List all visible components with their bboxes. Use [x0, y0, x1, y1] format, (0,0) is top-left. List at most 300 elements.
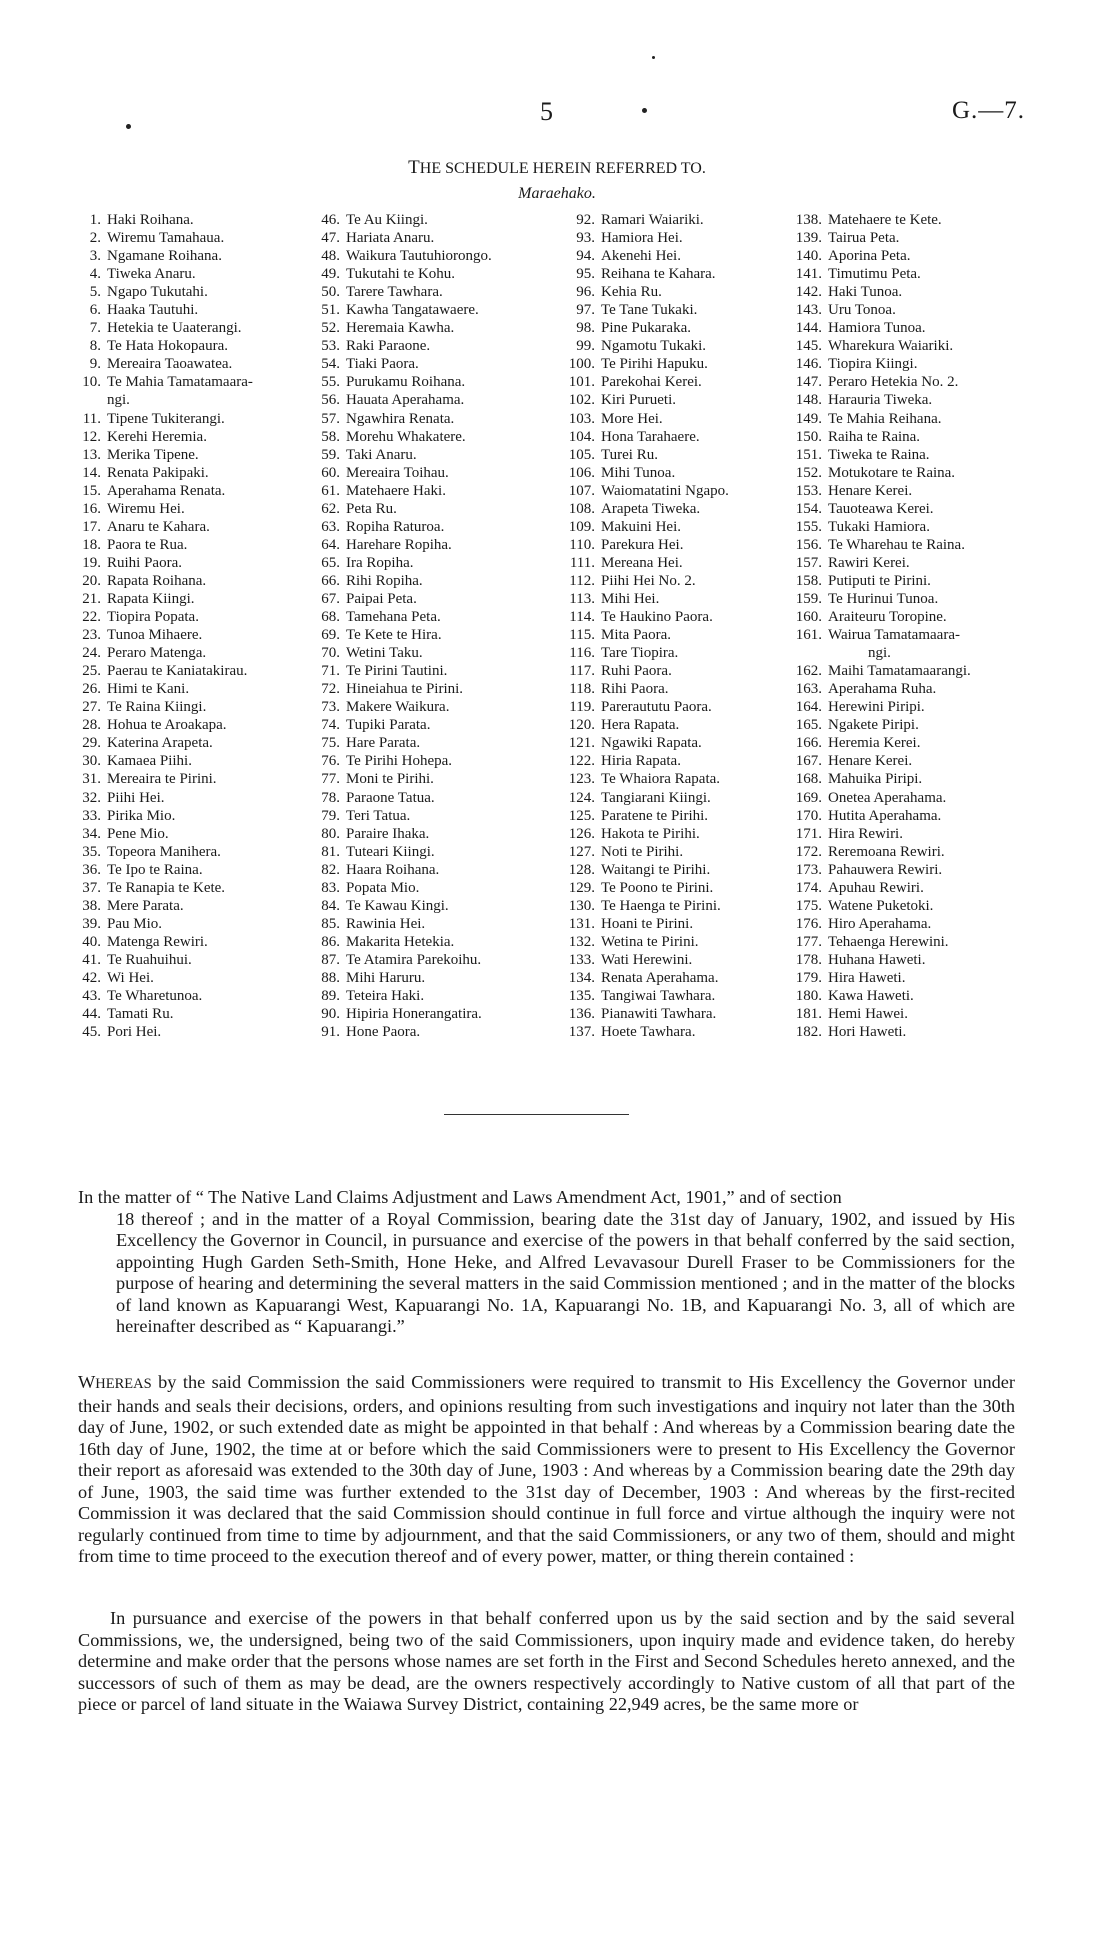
entry-number: 64. [321, 536, 340, 553]
document-code: G.—7. [952, 97, 1026, 124]
schedule-entry [316, 554, 492, 572]
entry-number: 114. [569, 609, 595, 626]
entry-number: 128. [568, 861, 595, 878]
entry-number: 22. [82, 609, 101, 626]
schedule-entry [545, 680, 729, 698]
entry-number: 110. [569, 536, 595, 553]
entry-name: Te Kawau Kingi. [346, 897, 449, 914]
entry-number: 165. [795, 717, 822, 734]
entry-number: 74. [321, 717, 340, 734]
entry-name: Akenehi Hei. [601, 248, 681, 265]
entry-number: 17. [82, 518, 101, 535]
entry-name: Kiri Purueti. [601, 392, 676, 409]
schedule-entry [316, 807, 492, 825]
entry-number: 7. [89, 320, 101, 337]
entry-number: 143. [795, 302, 822, 319]
entry-number: 175. [795, 897, 822, 914]
schedule-entry [545, 825, 729, 843]
entry-name: Hoani te Pirini. [601, 915, 694, 932]
schedule-entry [545, 428, 729, 446]
entry-name: Renata Pakipaki. [107, 464, 209, 481]
entry-number: 111. [569, 554, 595, 571]
entry-number: 19. [82, 554, 101, 571]
entry-number: 180. [795, 988, 822, 1005]
entry-number: 142. [795, 284, 822, 301]
schedule-entry [68, 283, 253, 301]
entry-name: Hutita Aperahama. [828, 807, 942, 824]
entry-number: 124. [568, 789, 595, 806]
schedule-entry [68, 626, 253, 644]
entry-name: Heremaia Kawha. [346, 320, 455, 337]
entry-name: Ruhi Paora. [601, 663, 672, 680]
entry-name: Hohua te Aroakapa. [107, 717, 227, 734]
schedule-entry [68, 716, 253, 734]
entry-number: 144. [795, 320, 822, 337]
entry-name: Te Pirini Tautini. [346, 663, 448, 680]
entry-number: 92. [576, 212, 595, 228]
entry-name: Te Tane Tukaki. [601, 302, 698, 319]
entry-name: Te Au Kiingi. [346, 212, 428, 228]
schedule-entry [68, 933, 253, 951]
entry-number: 102. [568, 392, 595, 409]
entry-name: Matenga Rewiri. [107, 933, 208, 950]
entry-number: 40. [82, 933, 101, 950]
entry-name: Wharekura Waiariki. [828, 338, 954, 355]
entry-name: Hori Haweti. [828, 1024, 907, 1041]
entry-name: Mihi Tunoa. [601, 464, 676, 481]
entry-number: 65. [321, 554, 340, 571]
entry-number: 42. [82, 969, 101, 986]
entry-name: Paora te Rua. [107, 536, 188, 553]
schedule-entry [788, 969, 971, 987]
entry-number: 145. [795, 338, 822, 355]
entry-number: 158. [795, 572, 822, 589]
entry-name: Hira Rewiri. [828, 825, 903, 842]
entry-number: 18. [82, 536, 101, 553]
entry-number: 10. [82, 374, 101, 391]
entry-name: Rihi Ropiha. [346, 572, 423, 589]
schedule-entry [788, 319, 971, 337]
entry-number: 79. [321, 807, 340, 824]
entry-name: Tiopira Kiingi. [828, 356, 918, 373]
entry-name: Te Ruahuihui. [107, 951, 192, 968]
entry-name: Henare Kerei. [828, 753, 913, 770]
entry-name-continuation: ngi. [868, 645, 891, 662]
entry-name: Ngamane Roihana. [107, 248, 222, 265]
entry-number: 150. [795, 428, 822, 445]
entry-name: Topeora Manihera. [107, 843, 221, 860]
schedule-entry [68, 680, 253, 698]
entry-name: Tunoa Mihaere. [107, 627, 203, 644]
entry-number: 164. [795, 699, 822, 716]
entry-name: Ngawhira Renata. [346, 410, 455, 427]
schedule-entry [788, 464, 971, 482]
entry-number: 112. [569, 572, 595, 589]
entry-number: 172. [795, 843, 822, 860]
entry-number: 16. [82, 500, 101, 517]
entry-name: Himi te Kani. [107, 681, 190, 698]
schedule-entry [68, 319, 253, 337]
entry-number: 12. [82, 428, 101, 445]
entry-name: Te Wharehau te Raina. [828, 536, 965, 553]
entry-name: Tangiarani Kiingi. [601, 789, 711, 806]
entry-number: 14. [82, 464, 101, 481]
schedule-entry [545, 373, 729, 391]
schedule-entry [68, 590, 253, 608]
entry-name: Wairua Tamatamaara- [828, 627, 960, 644]
entry-name: Hiro Aperahama. [828, 915, 932, 932]
entry-number: 84. [321, 897, 340, 914]
schedule-entry [68, 265, 253, 283]
entry-name: Katerina Arapeta. [107, 735, 213, 752]
schedule-entry [316, 608, 492, 626]
entry-name: Tiaki Paora. [346, 356, 419, 373]
entry-number: 50. [321, 284, 340, 301]
schedule-entry [68, 843, 253, 861]
schedule-entry [788, 698, 971, 716]
entry-number: 117. [569, 663, 595, 680]
entry-name-continuation: ngi. [107, 392, 130, 409]
entry-name: Timutimu Peta. [828, 266, 921, 283]
schedule-entry [545, 933, 729, 951]
entry-number: 129. [568, 879, 595, 896]
entry-number: 39. [82, 915, 101, 932]
entry-name: Te Poono te Pirini. [601, 879, 714, 896]
entry-number: 132. [568, 933, 595, 950]
entry-number: 43. [82, 988, 101, 1005]
entry-name: Te Pirihi Hapuku. [601, 356, 708, 373]
entry-number: 154. [795, 500, 822, 517]
entry-number: 113. [569, 590, 595, 607]
entry-name: Te Wharetunoa. [107, 988, 203, 1005]
entry-number: 96. [576, 284, 595, 301]
entry-name: Mereana Hei. [601, 554, 683, 571]
entry-name: Wi Hei. [107, 969, 154, 986]
entry-number: 126. [568, 825, 595, 842]
entry-number: 62. [321, 500, 340, 517]
entry-number: 66. [321, 572, 340, 589]
entry-name: Aperahama Ruha. [828, 681, 937, 698]
schedule-entry [316, 229, 492, 247]
entry-number: 59. [321, 446, 340, 463]
entry-name: Turei Ru. [601, 446, 658, 463]
schedule-entry [545, 987, 729, 1005]
entry-number: 30. [82, 753, 101, 770]
schedule-entry [788, 590, 971, 608]
entry-number: 135. [568, 988, 595, 1005]
schedule-entry [545, 211, 729, 229]
entry-name: Mihi Haruru. [346, 969, 426, 986]
entry-number: 33. [82, 807, 101, 824]
entry-number: 130. [568, 897, 595, 914]
entry-name: Mereaira Taoawatea. [107, 356, 233, 373]
entry-number: 13. [82, 446, 101, 463]
entry-number: 162. [795, 663, 822, 680]
entry-name: Popata Mio. [346, 879, 420, 896]
speck [652, 56, 655, 59]
entry-name: Tiweka te Raina. [828, 446, 930, 463]
entry-name: Ruihi Paora. [107, 554, 182, 571]
schedule-entry [68, 518, 253, 536]
entry-number: 80. [321, 825, 340, 842]
schedule-entry [316, 355, 492, 373]
entry-name: Teri Tatua. [346, 807, 411, 824]
schedule-entry [788, 825, 971, 843]
names-column-4 [788, 211, 971, 1041]
entry-name: Kawa Haweti. [828, 988, 914, 1005]
entry-number: 156. [795, 536, 822, 553]
schedule-entry [788, 734, 971, 752]
entry-number: 101. [568, 374, 595, 391]
schedule-entry [788, 608, 971, 626]
entry-number: 23. [82, 627, 101, 644]
entry-number: 103. [568, 410, 595, 427]
entry-name: Tupiki Parata. [346, 717, 431, 734]
entry-number: 168. [795, 771, 822, 788]
entry-number: 94. [576, 248, 595, 265]
entry-name: Parekohai Kerei. [601, 374, 702, 391]
entry-name: Pirika Mio. [107, 807, 176, 824]
schedule-entry [788, 229, 971, 247]
entry-number: 174. [795, 879, 822, 896]
schedule-entry [788, 446, 971, 464]
entry-number: 9. [89, 356, 101, 373]
schedule-entry [316, 770, 492, 788]
entry-name: Apuhau Rewiri. [828, 879, 924, 896]
entry-name: Araiteuru Toropine. [828, 609, 947, 626]
entry-number: 31. [82, 771, 101, 788]
entry-name: Herewini Piripi. [828, 699, 925, 716]
schedule-entry [788, 752, 971, 770]
entry-name: Maihi Tamatamaarangi. [828, 663, 971, 680]
entry-number: 98. [576, 320, 595, 337]
schedule-entry [545, 229, 729, 247]
entry-name: Taki Anaru. [346, 446, 417, 463]
entry-number: 161. [795, 627, 822, 644]
schedule-entry [316, 247, 492, 265]
schedule-entry [545, 500, 729, 518]
entry-name: Hauata Aperahama. [346, 392, 465, 409]
entry-name: Hamiora Tunoa. [828, 320, 926, 337]
entry-name: Arapeta Tiweka. [601, 500, 701, 517]
entry-name: Wiremu Hei. [107, 500, 185, 517]
entry-number: 178. [795, 951, 822, 968]
schedule-entry [788, 716, 971, 734]
whereas-paragraph [78, 1372, 1015, 1568]
schedule-entry [545, 608, 729, 626]
schedule-entry [545, 1005, 729, 1023]
schedule-entry [316, 518, 492, 536]
entry-name: Ngamotu Tukaki. [601, 338, 707, 355]
entry-number: 167. [795, 753, 822, 770]
entry-name: Pau Mio. [107, 915, 163, 932]
schedule-entry [788, 680, 971, 698]
entry-name: Wiremu Tamahaua. [107, 230, 225, 247]
entry-number: 127. [568, 843, 595, 860]
schedule-entry [316, 482, 492, 500]
entry-name: Tukutahi te Kohu. [346, 266, 456, 283]
schedule-entry [788, 247, 971, 265]
schedule-entry [316, 626, 492, 644]
schedule-entry [316, 446, 492, 464]
entry-number: 63. [321, 518, 340, 535]
entry-name: Te Raina Kiingi. [107, 699, 207, 716]
page-number: 5 [540, 97, 553, 126]
schedule-entry [788, 789, 971, 807]
entry-number: 48. [321, 248, 340, 265]
entry-name: Haki Roihana. [107, 212, 194, 228]
entry-number: 35. [82, 843, 101, 860]
schedule-entry [68, 807, 253, 825]
entry-name: Rihi Paora. [601, 681, 669, 698]
entry-name: Pareraututu Paora. [601, 699, 712, 716]
schedule-entry [68, 644, 253, 662]
entry-number: 70. [321, 645, 340, 662]
entry-name: Makere Waikura. [346, 699, 450, 716]
entry-number: 138. [795, 212, 822, 228]
schedule-entry [316, 861, 492, 879]
entry-number: 25. [82, 663, 101, 680]
entry-number: 133. [568, 951, 595, 968]
entry-number: 68. [321, 609, 340, 626]
entry-number: 73. [321, 699, 340, 716]
entry-number: 147. [795, 374, 822, 391]
in-the-matter-paragraph [78, 1187, 1015, 1338]
entry-name: Te Hata Hokopaura. [107, 338, 228, 355]
entry-number: 139. [795, 230, 822, 247]
entry-number: 38. [82, 897, 101, 914]
schedule-entry [788, 951, 971, 969]
entry-number: 146. [795, 356, 822, 373]
entry-name: Aperahama Renata. [107, 482, 226, 499]
schedule-entry [316, 319, 492, 337]
schedule-entry [68, 951, 253, 969]
entry-name: Rapata Kiingi. [107, 590, 195, 607]
schedule-entry [316, 879, 492, 897]
schedule-entry [316, 265, 492, 283]
schedule-entry [788, 301, 971, 319]
entry-name: Waitangi te Pirihi. [601, 861, 711, 878]
entry-name: Te Mahia Tamatamaara- [107, 374, 253, 391]
schedule-entry [68, 536, 253, 554]
schedule-entry [788, 428, 971, 446]
entry-number: 148. [795, 392, 822, 409]
entry-number: 75. [321, 735, 340, 752]
schedule-entry [316, 1023, 492, 1041]
entry-number: 44. [82, 1006, 101, 1023]
entry-number: 1. [89, 212, 101, 228]
entry-name: Waiomatatini Ngapo. [601, 482, 729, 499]
entry-number: 76. [321, 753, 340, 770]
entry-number: 52. [321, 320, 340, 337]
entry-number: 34. [82, 825, 101, 842]
schedule-entry [545, 752, 729, 770]
schedule-entry [316, 283, 492, 301]
schedule-entry [545, 662, 729, 680]
entry-number: 32. [82, 789, 101, 806]
schedule-entry [316, 410, 492, 428]
schedule-entry [545, 807, 729, 825]
entry-name: Hariata Anaru. [346, 230, 435, 247]
schedule-entry [545, 446, 729, 464]
entry-number: 61. [321, 482, 340, 499]
entry-number: 104. [568, 428, 595, 445]
names-column-1 [68, 211, 253, 1041]
entry-name: Ngakete Piripi. [828, 717, 919, 734]
entry-name: Tamehana Peta. [346, 609, 441, 626]
whereas-text: by the said Commission the said Commissioners were required to transmit to His Excellency the Governor under their hands and seals their decisions, orders, and opinions resulting from such investigations and inquiry not later than the 30th day of June, 1902, or such extended date as might be appointed in that behalf : And whereas by a Commission bearing date the 16th day of June, 1902, the time at or before which the said Commissioners were to present to His Excellency the Governor their report as aforesaid was extended to the 30th day of June, 1903 : And whereas by a Commission bearing date the 29th day of June, 1903, the said time was further extended to the 31st day of December, 1903 : And whereas by the first-recited Commission it was declared that the said Commission should continue in full force and virtue although the inquiry were not regularly continued from time to time by adjournment, and that the said Commissioners, or any two of them, should and might from time to time proceed to the execution thereof and of every power, matter, or thing therein contained : [78, 1372, 1015, 1566]
schedule-entry [788, 518, 971, 536]
entry-number: 46. [321, 212, 340, 228]
entry-number: 53. [321, 338, 340, 355]
schedule-entry [788, 572, 971, 590]
schedule-entry [545, 951, 729, 969]
entry-number: 106. [568, 464, 595, 481]
schedule-entry [788, 536, 971, 554]
entry-name: Te Ranapia te Kete. [107, 879, 226, 896]
schedule-entry [68, 825, 253, 843]
schedule-entry [788, 337, 971, 355]
schedule-entry [545, 590, 729, 608]
schedule-entry [316, 915, 492, 933]
schedule-entry [788, 1023, 971, 1041]
entry-name: Paratene te Pirihi. [601, 807, 709, 824]
entry-number: 109. [568, 518, 595, 535]
entry-name: Tipene Tukiterangi. [107, 410, 225, 427]
schedule-entry [788, 770, 971, 788]
schedule-entry [545, 789, 729, 807]
entry-number: 15. [82, 482, 101, 499]
entry-name: Paipai Peta. [346, 590, 417, 607]
entry-name: Te Kete te Hira. [346, 627, 442, 644]
schedule-entry [68, 446, 253, 464]
schedule-entry [316, 373, 492, 391]
entry-name: Watene Puketoki. [828, 897, 934, 914]
schedule-entry [788, 211, 971, 229]
speck [642, 108, 647, 113]
schedule-entry [545, 337, 729, 355]
entry-name: Hiria Rapata. [601, 753, 681, 770]
schedule-subtitle: Maraehako. [518, 185, 596, 202]
schedule-entry [788, 482, 971, 500]
entry-number: 121. [568, 735, 595, 752]
entry-name: Piihi Hei No. 2. [601, 572, 696, 589]
entry-name: Putiputi te Pirini. [828, 572, 931, 589]
entry-number: 27. [82, 699, 101, 716]
entry-number: 119. [569, 699, 595, 716]
entry-number: 90. [321, 1006, 340, 1023]
entry-number: 78. [321, 789, 340, 806]
schedule-entry [68, 482, 253, 500]
schedule-entry [788, 879, 971, 897]
entry-number: 87. [321, 951, 340, 968]
entry-name: Wati Herewini. [601, 951, 693, 968]
entry-name: Haara Roihana. [346, 861, 440, 878]
entry-number: 60. [321, 464, 340, 481]
entry-name: Paerau te Kaniatakirau. [107, 663, 248, 680]
schedule-entry [316, 1005, 492, 1023]
entry-number: 134. [568, 969, 595, 986]
entry-name: Wetini Taku. [346, 645, 423, 662]
entry-name: Peta Ru. [346, 500, 397, 517]
schedule-entry [68, 337, 253, 355]
entry-number: 155. [795, 518, 822, 535]
entry-number: 177. [795, 933, 822, 950]
entry-number: 169. [795, 789, 822, 806]
schedule-entry [68, 662, 253, 680]
entry-name: Mereaira te Pirini. [107, 771, 217, 788]
schedule-entry [545, 879, 729, 897]
